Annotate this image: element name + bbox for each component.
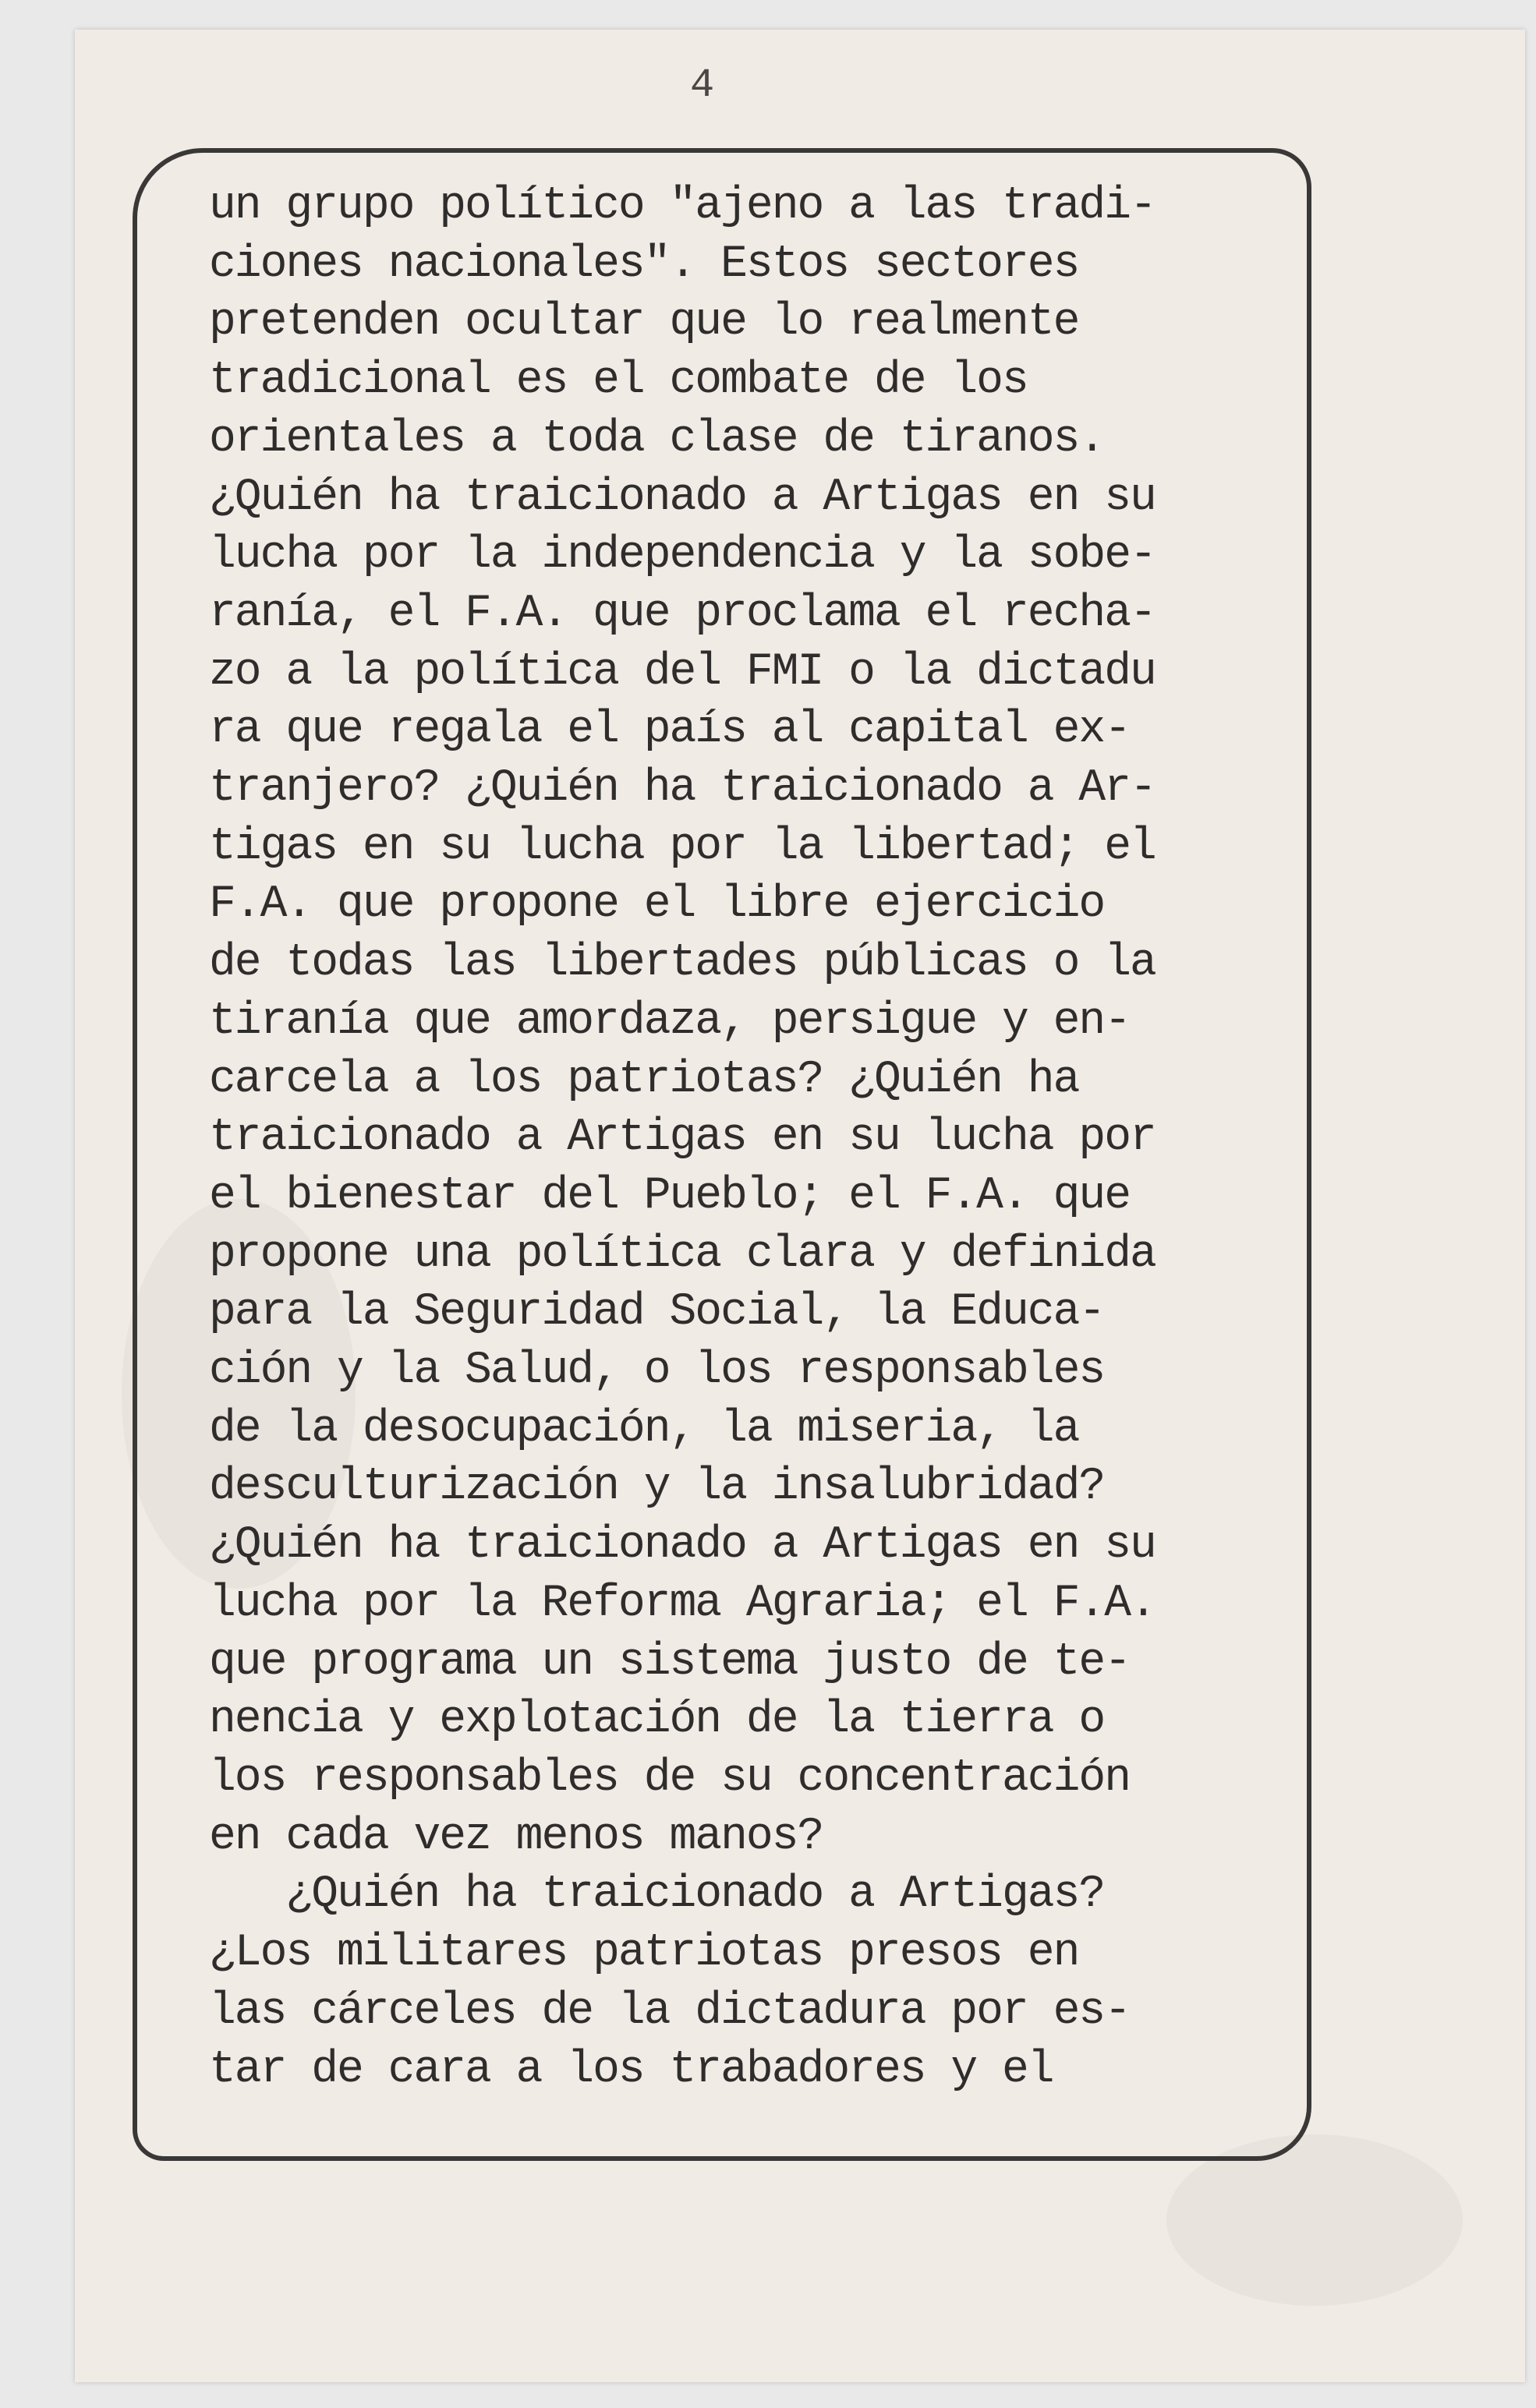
text-line: ranía, el F.A. que proclama el recha- [209, 588, 1156, 639]
text-line: lucha por la independencia y la sobe- [209, 530, 1156, 582]
text-line: pretenden ocultar que lo realmente [209, 297, 1079, 348]
text-line: orientales a toda clase de tiranos. [209, 413, 1105, 465]
text-line: ciones nacionales". Estos sectores [209, 239, 1079, 290]
text-line: ¿Los militares patriotas presos en [209, 1928, 1079, 1979]
text-line: tigas en su lucha por la libertad; el [209, 821, 1156, 872]
text-line: de la desocupación, la miseria, la [209, 1403, 1079, 1455]
text-line: las cárceles de la dictadura por es- [209, 1985, 1131, 2037]
text-line: tradicional es el combate de los [209, 355, 1028, 407]
text-line: de todas las libertades públicas o la [209, 938, 1156, 989]
text-line: ¿Quién ha traicionado a Artigas en su [209, 1520, 1156, 1572]
text-line: lucha por la Reforma Agraria; el F.A. [209, 1578, 1156, 1629]
text-line: zo a la política del FMI o la dictadu [209, 646, 1156, 698]
text-line: ¿Quién ha traicionado a Artigas? [209, 1869, 1105, 1921]
page-number: 4 [690, 62, 715, 108]
text-line: traicionado a Artigas en su lucha por [209, 1112, 1156, 1164]
text-line: un grupo político "ajeno a las tradi- [209, 181, 1156, 232]
text-line: propone una política clara y definida [209, 1229, 1156, 1280]
text-line: tar de cara a los trabadores y el [209, 2044, 1053, 2095]
text-line: F.A. que propone el libre ejercicio [209, 879, 1105, 931]
text-line: tranjero? ¿Quién ha traicionado a Ar- [209, 763, 1156, 815]
text-line: que programa un sistema justo de te- [209, 1636, 1131, 1688]
text-line: desculturización y la insalubridad? [209, 1462, 1105, 1513]
text-line: nencia y explotación de la tierra o [209, 1695, 1105, 1746]
text-line: tiranía que amordaza, persigue y en- [209, 995, 1131, 1047]
text-line: ra que regala el país al capital ex- [209, 705, 1131, 756]
text-line: el bienestar del Pueblo; el F.A. que [209, 1170, 1131, 1222]
body-text [209, 178, 1379, 2099]
text-line: ¿Quién ha traicionado a Artigas en su [209, 472, 1156, 523]
text-line: ción y la Salud, o los responsables [209, 1345, 1105, 1397]
text-line: para la Seguridad Social, la Educa- [209, 1287, 1105, 1338]
text-line: carcela a los patriotas? ¿Quién ha [209, 1054, 1079, 1105]
text-line: en cada vez menos manos? [209, 1811, 823, 1862]
text-line: los responsables de su concentración [209, 1752, 1131, 1804]
